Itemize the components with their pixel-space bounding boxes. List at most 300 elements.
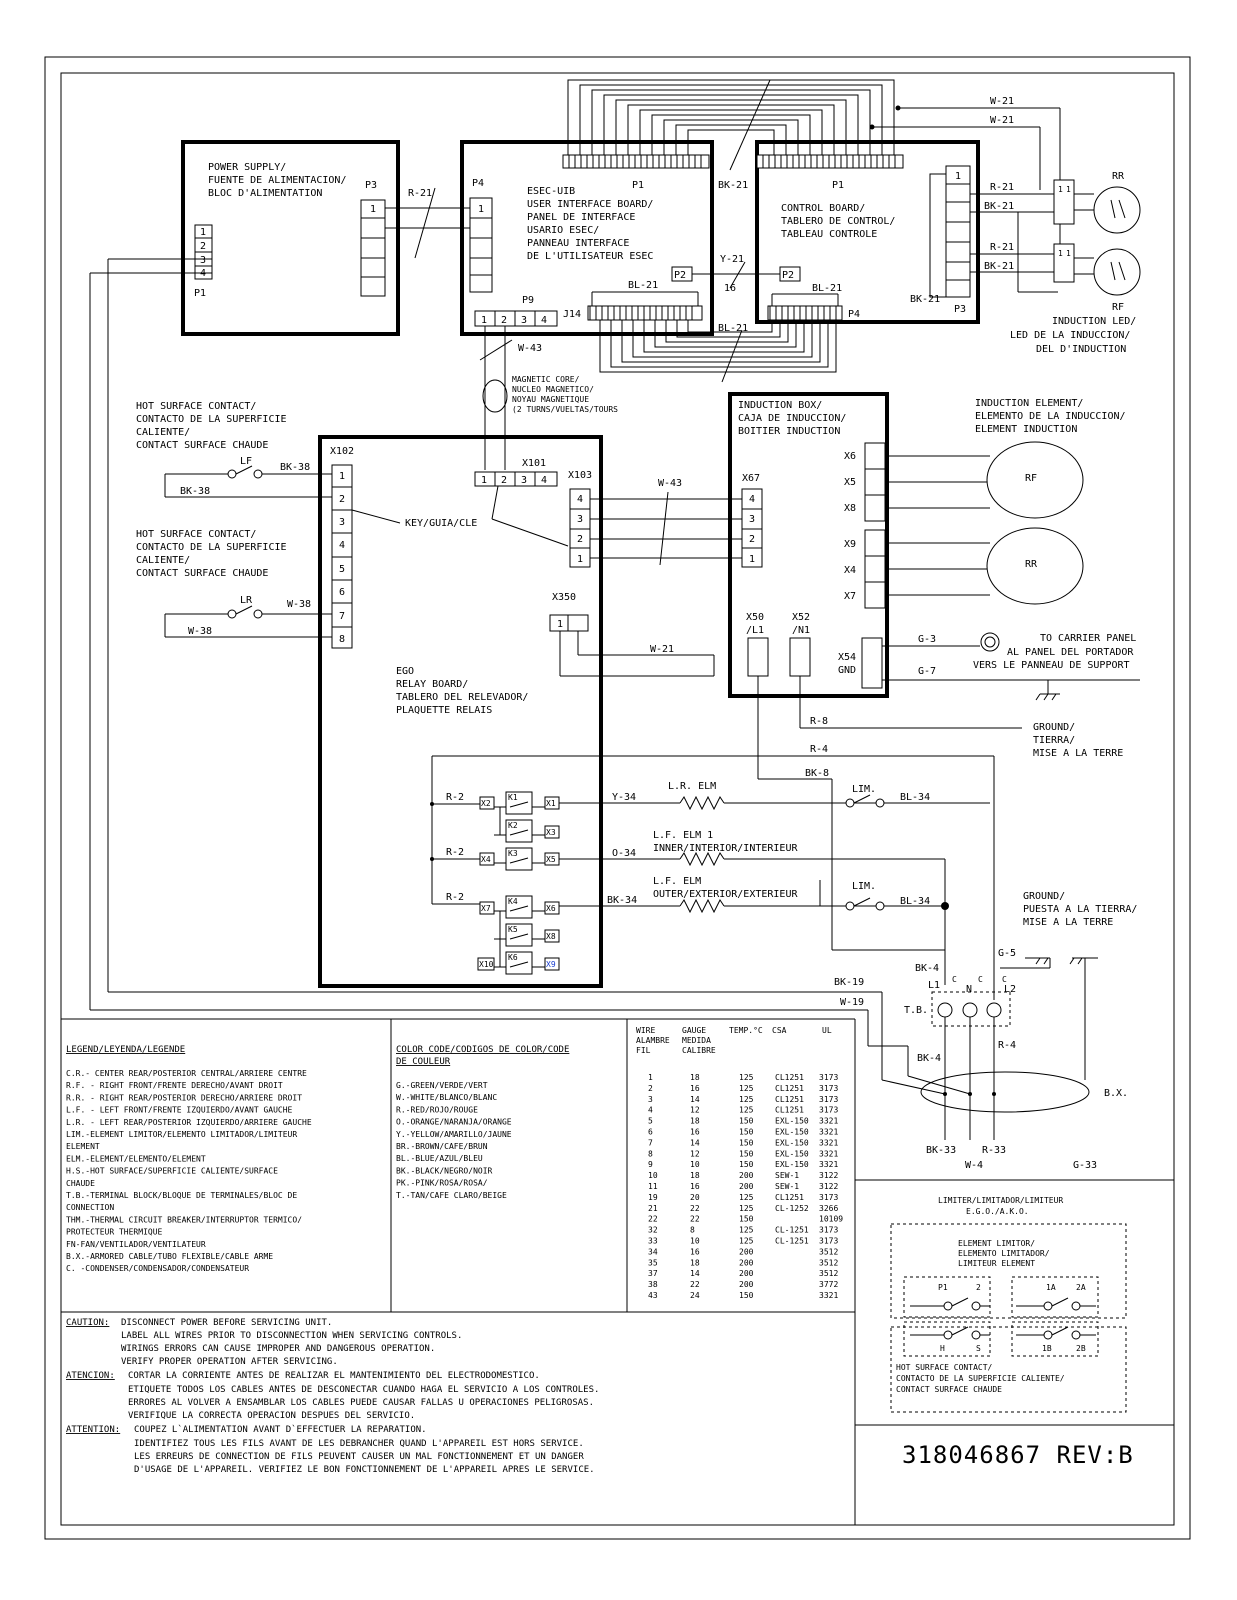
wire-table-cell: 22 bbox=[690, 1280, 700, 1290]
wire-table-cell: 3321 bbox=[819, 1127, 839, 1137]
legend-item: H.S.-HOT SURFACE/SUPERFICIE CALIENTE/SURFACE bbox=[66, 1166, 278, 1176]
wire-table-cell: 3266 bbox=[819, 1203, 839, 1213]
hsc-label: CALIENTE/ bbox=[136, 555, 191, 566]
wire-table-cell: 4 bbox=[648, 1105, 653, 1115]
svg-text:1: 1 bbox=[1066, 249, 1071, 258]
wire-table-cell: 3512 bbox=[819, 1258, 839, 1268]
ground-label: TIERRA/ bbox=[1033, 735, 1076, 746]
part-number: 318046867 REV:B bbox=[902, 1441, 1134, 1469]
svg-text:X4: X4 bbox=[481, 855, 491, 864]
pin-label: 2 bbox=[501, 315, 508, 326]
wire-table-cell: CL-1251 bbox=[775, 1236, 809, 1246]
ib-line: CAJA DE INDUCCION/ bbox=[738, 413, 847, 424]
wire-table-cell: SEW-1 bbox=[775, 1171, 800, 1181]
wire-table-cell: 1 bbox=[648, 1073, 653, 1082]
limiter-element: ELEMENT LIMITOR/ bbox=[958, 1239, 1036, 1248]
relay-label: K3 bbox=[508, 849, 518, 858]
wire-table-cell: 125 bbox=[739, 1083, 754, 1093]
connector-label: P1 bbox=[194, 288, 207, 299]
wire-table-header: TEMP.°C bbox=[729, 1026, 763, 1035]
legend-item: R.R. - RIGHT REAR/POSTERIOR DERECHO/ARRIERE DROIT bbox=[66, 1093, 303, 1103]
legend-list bbox=[66, 1069, 312, 1273]
core-label: (2 TURNS/VUELTAS/TOURS bbox=[512, 405, 618, 414]
wire-table-cell: 37 bbox=[648, 1269, 658, 1279]
relay-board-line: TABLERO DEL RELEVADOR/ bbox=[396, 692, 529, 703]
hsc-label: HOT SURFACE CONTACT/ bbox=[136, 401, 257, 412]
limiter-label: LIM. bbox=[852, 784, 877, 795]
wire-table-cell: 16 bbox=[690, 1083, 700, 1093]
led-label: RF bbox=[1112, 302, 1125, 313]
wire-label: G-7 bbox=[918, 666, 937, 677]
wire-table-cell: 35 bbox=[648, 1258, 658, 1268]
wire-label: R-21 bbox=[990, 242, 1015, 253]
wire-table-cell: 200 bbox=[739, 1171, 754, 1181]
relay-section bbox=[432, 792, 559, 974]
ground-label: MISE A LA TERRE bbox=[1033, 748, 1124, 759]
wire-label: BK-19 bbox=[834, 977, 865, 988]
wire-table-cell: 3512 bbox=[819, 1269, 839, 1279]
led-caption: INDUCTION LED/ bbox=[1052, 316, 1137, 327]
wire-table-cell: 3173 bbox=[819, 1073, 839, 1082]
wire-table-cell: 10 bbox=[690, 1160, 700, 1170]
wire-table-header: CSA bbox=[772, 1026, 787, 1035]
limiter-hot: CONTACTO DE LA SUPERFICIE CALIENTE/ bbox=[896, 1374, 1065, 1383]
wire-label: W-43 bbox=[518, 343, 543, 354]
ie-label: INDUCTION ELEMENT/ bbox=[975, 398, 1084, 409]
legend-item: C.R.- CENTER REAR/POSTERIOR CENTRAL/ARRIERE CENTRE bbox=[66, 1069, 307, 1078]
connector-label: P3 bbox=[365, 180, 378, 191]
wire-table-cell: EXL-150 bbox=[775, 1149, 809, 1159]
wire-table-cell: 9 bbox=[648, 1160, 653, 1170]
relay-label: K4 bbox=[508, 897, 518, 906]
wire-table-cell: 200 bbox=[739, 1247, 754, 1257]
pin-label: 2 bbox=[577, 534, 584, 545]
pin-label: 4 bbox=[339, 540, 346, 551]
wire-table-cell: 3321 bbox=[819, 1116, 839, 1126]
legend-title: LEGEND/LEYENDA/LEGENDE bbox=[66, 1045, 186, 1055]
power-supply-line: POWER SUPPLY/ bbox=[208, 162, 287, 173]
caution-line: WIRINGS ERRORS CAN CAUSE IMPROPER AND DANGEROUS OPERATION. bbox=[121, 1344, 436, 1354]
wire-table-cell: 7 bbox=[648, 1138, 653, 1148]
relay-board-line: RELAY BOARD/ bbox=[396, 679, 469, 690]
connector-label: P9 bbox=[522, 295, 535, 306]
hsc-label: CONTACT SURFACE CHAUDE bbox=[136, 440, 269, 451]
legend-item: LIM.-ELEMENT LIMITOR/ELEMENTO LIMITADOR/LIMITEUR bbox=[66, 1130, 298, 1139]
caution-line: VERIFIQUE LA CORRECTA OPERACION DESPUES DEL SERVICIO. bbox=[128, 1411, 416, 1421]
core-label: MAGNETIC CORE/ bbox=[512, 375, 580, 384]
core-label: NUCLEO MAGNETICO/ bbox=[512, 385, 594, 394]
svg-text:X9: X9 bbox=[546, 960, 556, 969]
uib-line: USER INTERFACE BOARD/ bbox=[527, 199, 654, 210]
color-code-item: R.-RED/ROJO/ROUGE bbox=[396, 1105, 478, 1115]
wire-label: W-19 bbox=[840, 997, 865, 1008]
wire-label: R-33 bbox=[982, 1145, 1007, 1156]
wire-table bbox=[636, 1026, 843, 1300]
wire-table-cell: 24 bbox=[690, 1291, 700, 1300]
wire-table-cell: 3122 bbox=[819, 1182, 839, 1191]
pin-label: 8 bbox=[339, 634, 346, 645]
wire-table-cell: 125 bbox=[739, 1236, 754, 1246]
element-label: RF bbox=[1025, 473, 1038, 484]
wire-table-header: CALIBRE bbox=[682, 1046, 716, 1055]
svg-text:X6: X6 bbox=[546, 904, 556, 913]
core-label: NOYAU MAGNETIQUE bbox=[512, 395, 590, 404]
wire-table-cell: 125 bbox=[739, 1105, 754, 1115]
power-supply-line: BLOC D'ALIMENTATION bbox=[208, 188, 323, 199]
wire-table-header: FIL bbox=[636, 1046, 651, 1055]
wire-label: W-38 bbox=[287, 599, 312, 610]
svg-text:S: S bbox=[976, 1344, 981, 1353]
legend-item: R.F. - RIGHT FRONT/FRENTE DERECHO/AVANT DROIT bbox=[66, 1081, 283, 1091]
wire-label: R-2 bbox=[446, 847, 465, 858]
legend-item: CHAUDE bbox=[66, 1178, 95, 1188]
wire-label: R-4 bbox=[810, 744, 829, 755]
legend-item: L.R. - LEFT REAR/POSTERIOR IZQUIERDO/ARRIERE GAUCHE bbox=[66, 1117, 312, 1127]
power-supply bbox=[183, 142, 398, 334]
connector-label: P1 bbox=[832, 180, 845, 191]
wire-label: BK-4 bbox=[915, 963, 940, 974]
caution-line: D'USAGE DE L'APPAREIL. VERIFIEZ LE BON FONCTIONNEMENT DE L'APPAREIL APRES LE SERVICE. bbox=[134, 1465, 595, 1475]
caution-line: VERIFY PROPER OPERATION AFTER SERVICING. bbox=[121, 1357, 338, 1367]
led-caption: DEL D'INDUCTION bbox=[1036, 344, 1127, 355]
relay-board-line: PLAQUETTE RELAIS bbox=[396, 705, 493, 716]
wire-label: BK-8 bbox=[805, 768, 830, 779]
pin-label: 4 bbox=[577, 494, 584, 505]
pin-label: 3 bbox=[339, 517, 346, 528]
pin-label: 1 bbox=[749, 554, 756, 565]
control-board bbox=[757, 142, 978, 322]
tb-label: N bbox=[966, 984, 973, 995]
svg-text:2B: 2B bbox=[1076, 1344, 1086, 1353]
wire-table-cell: 3321 bbox=[819, 1291, 839, 1300]
wire-table-cell: EXL-150 bbox=[775, 1127, 809, 1137]
wire-table-cell: 18 bbox=[690, 1258, 700, 1268]
wire-table-cell: 10109 bbox=[819, 1214, 844, 1224]
wire-table-cell: 5 bbox=[648, 1116, 653, 1126]
caution-line: ETIQUETE TODOS LOS CABLES ANTES DE DESCONECTAR CUANDO HAGA EL SERVICIO A LOS CONTROLES. bbox=[128, 1385, 600, 1395]
caution-line: DISCONNECT POWER BEFORE SERVICING UNIT. bbox=[121, 1318, 333, 1328]
color-code-item: BR.-BROWN/CAFE/BRUN bbox=[396, 1142, 488, 1151]
ground-label: GROUND/ bbox=[1023, 891, 1066, 902]
led-caption: LED DE LA INDUCCION/ bbox=[1010, 330, 1131, 341]
wire-table-cell: 12 bbox=[690, 1105, 700, 1115]
limiter-hot: HOT SURFACE CONTACT/ bbox=[896, 1363, 993, 1372]
cb-line: TABLEAU CONTROLE bbox=[781, 229, 878, 240]
connector-label: X4 bbox=[844, 565, 857, 576]
legend-item: PROTECTEUR THERMIQUE bbox=[66, 1227, 163, 1237]
wire-table-cell: 2 bbox=[648, 1083, 653, 1093]
connector-label: X52 bbox=[792, 612, 811, 623]
led-label: RR bbox=[1112, 171, 1125, 182]
wire-table-cell: 14 bbox=[690, 1094, 700, 1104]
wire-table-cell: 3173 bbox=[819, 1094, 839, 1104]
svg-text:P1: P1 bbox=[938, 1283, 948, 1292]
wire-table-cell: CL1251 bbox=[775, 1094, 804, 1104]
wire-table-header: ALAMBRE bbox=[636, 1036, 670, 1045]
wire-table-header: UL bbox=[822, 1026, 832, 1035]
wire-table-cell: 3173 bbox=[819, 1105, 839, 1115]
wire-label: BL-34 bbox=[900, 792, 931, 803]
ib-line: BOITIER INDUCTION bbox=[738, 426, 841, 437]
wire-label: BK-21 bbox=[984, 261, 1015, 272]
hsc-label: CALIENTE/ bbox=[136, 427, 191, 438]
connector-label: P3 bbox=[954, 304, 967, 315]
wire-table-cell: 22 bbox=[648, 1214, 658, 1224]
wire-table-cell: 20 bbox=[690, 1192, 700, 1202]
svg-text:C: C bbox=[952, 975, 957, 984]
wire-table-cell: 150 bbox=[739, 1116, 754, 1126]
color-code-item: Y.-YELLOW/AMARILLO/JAUNE bbox=[396, 1129, 512, 1139]
color-code-item: BK.-BLACK/NEGRO/NOIR bbox=[396, 1166, 493, 1176]
wire-table-cell: 3512 bbox=[819, 1247, 839, 1257]
rr-led bbox=[1094, 187, 1140, 233]
svg-text:1: 1 bbox=[1058, 249, 1063, 258]
wire-label: R-2 bbox=[446, 892, 465, 903]
wire-table-cell: 3173 bbox=[819, 1083, 839, 1093]
wire-table-cell: SEW-1 bbox=[775, 1182, 800, 1191]
wire-table-cell: 125 bbox=[739, 1203, 754, 1213]
connector-label: X50 bbox=[746, 612, 765, 623]
connector-label: P2 bbox=[674, 270, 687, 281]
connector-label: X9 bbox=[844, 539, 857, 550]
caution-line: LABEL ALL WIRES PRIOR TO DISCONNECTION WHEN SERVICING CONTROLS. bbox=[121, 1331, 463, 1341]
user-interface-board bbox=[462, 142, 712, 334]
svg-text:X10: X10 bbox=[479, 960, 494, 969]
wire-table-cell: 3122 bbox=[819, 1171, 839, 1181]
pin-label: 1 bbox=[955, 171, 962, 182]
uib-line: PANEL DE INTERFACE bbox=[527, 212, 636, 223]
wire-table-cell: 3772 bbox=[819, 1280, 839, 1290]
limiter-title: E.G.O./A.K.O. bbox=[966, 1207, 1029, 1216]
connector-label: J14 bbox=[563, 309, 582, 320]
pin-label: 2 bbox=[749, 534, 756, 545]
legend-item: THM.-THERMAL CIRCUIT BREAKER/INTERRUPTOR TERMICO/ bbox=[66, 1215, 303, 1225]
wire-table-cell: CL1251 bbox=[775, 1073, 804, 1082]
caution-line: ERRORES AL VOLVER A ENSAMBLAR LOS CABLES PUEDE CAUSAR FALLAS U OPERACIONES PELIGROSAS. bbox=[128, 1398, 594, 1408]
connector-label: X67 bbox=[742, 473, 761, 484]
wire-label: BK-21 bbox=[910, 294, 941, 305]
wire-label: BK-34 bbox=[607, 895, 638, 906]
relay-board-line: EGO bbox=[396, 666, 415, 677]
wire-table-cell: CL1251 bbox=[775, 1192, 804, 1202]
wire-table-cell: 18 bbox=[690, 1171, 700, 1181]
limiter-label: LIM. bbox=[852, 881, 877, 892]
legend-item: ELM.-ELEMENT/ELEMENTO/ELEMENT bbox=[66, 1154, 206, 1164]
color-code-item: O.-ORANGE/NARANJA/ORANGE bbox=[396, 1117, 512, 1127]
wire-table-cell: 8 bbox=[648, 1149, 653, 1159]
ground-label: GROUND/ bbox=[1033, 722, 1076, 733]
power-supply-line: FUENTE DE ALIMENTACION/ bbox=[208, 175, 347, 186]
relay-label: K1 bbox=[508, 793, 518, 802]
caution-line: LES ERREURS DE CONNECTION DE FILS PEUVENT CAUSER UN MAL FONCTIONNEMENT ET UN DANGER bbox=[134, 1452, 584, 1462]
ribbon-cable-p1 bbox=[563, 80, 903, 168]
caution-label: CAUTION: bbox=[66, 1318, 110, 1328]
pin-label: 7 bbox=[339, 611, 346, 622]
wire-table-cell: EXL-150 bbox=[775, 1138, 809, 1148]
svg-text:1: 1 bbox=[1058, 185, 1063, 194]
relay-label: K5 bbox=[508, 925, 518, 934]
switch-label: LR bbox=[240, 595, 253, 606]
color-code-list bbox=[396, 1081, 512, 1200]
wire-label: BL-21 bbox=[718, 323, 749, 334]
pin-label: 3 bbox=[749, 514, 756, 525]
wire-label: R-4 bbox=[998, 1040, 1017, 1051]
wire-table-cell: 33 bbox=[648, 1236, 658, 1246]
element-label: RR bbox=[1025, 559, 1038, 570]
pin-label: 2 bbox=[200, 241, 207, 252]
wire-label: G-33 bbox=[1073, 1160, 1098, 1171]
legend-item: B.X.-ARMORED CABLE/TUBO FLEXIBLE/CABLE ARME bbox=[66, 1252, 274, 1261]
wire-table-cell: 22 bbox=[690, 1203, 700, 1213]
ground-label: MISE A LA TERRE bbox=[1023, 917, 1114, 928]
caution-label: ATENCION: bbox=[66, 1371, 115, 1381]
wire-table-header: GAUGE bbox=[682, 1026, 707, 1035]
wire-table-cell: CL-1251 bbox=[775, 1225, 809, 1235]
induction-box bbox=[730, 394, 887, 696]
pin-label: 4 bbox=[749, 494, 756, 505]
svg-text:C: C bbox=[1002, 975, 1007, 984]
rf-led bbox=[1094, 249, 1140, 295]
wire-label: R-21 bbox=[408, 188, 433, 199]
legend-item: L.F. - LEFT FRONT/FRENTE IZQUIERDO/AVANT GAUCHE bbox=[66, 1105, 293, 1115]
connector-label: P2 bbox=[782, 270, 795, 281]
caution-line: COUPEZ L`ALIMENTATION AVANT D`EFFECTUER LA REPARATION. bbox=[134, 1425, 427, 1435]
wire-table-cell: 150 bbox=[739, 1127, 754, 1137]
wire-table-cell: 125 bbox=[739, 1192, 754, 1202]
legend-item: C. -CONDENSER/CONDENSADOR/CONDENSATEUR bbox=[66, 1264, 250, 1274]
pin-label: 4 bbox=[541, 475, 548, 486]
wire-table-cell: 43 bbox=[648, 1291, 658, 1300]
limiter-element: LIMITEUR ELEMENT bbox=[958, 1259, 1036, 1268]
wire-label: BL-21 bbox=[812, 283, 843, 294]
color-code-item: BL.-BLUE/AZUL/BLEU bbox=[396, 1154, 483, 1164]
key-label: KEY/GUIA/CLE bbox=[405, 518, 478, 529]
pin-label: 2 bbox=[501, 475, 508, 486]
element-label: OUTER/EXTERIOR/EXTERIEUR bbox=[653, 889, 798, 900]
connector-label: P4 bbox=[472, 178, 485, 189]
wire-table-header: MEDIDA bbox=[682, 1036, 711, 1045]
wire-table-cell: 200 bbox=[739, 1258, 754, 1268]
pin-label: 1 bbox=[370, 204, 377, 215]
wire-table-cell: 18 bbox=[690, 1116, 700, 1126]
ie-label: ELEMENT INDUCTION bbox=[975, 424, 1078, 435]
element-label: L.F. ELM bbox=[653, 876, 702, 887]
pin-label: 3 bbox=[577, 514, 584, 525]
caution-line: CORTAR LA CORRIENTE ANTES DE REALIZAR EL MANTENIMIENTO DEL ELECTRODOMESTICO. bbox=[128, 1371, 540, 1381]
wire-label: BK-38 bbox=[280, 462, 311, 473]
connector-label: /L1 bbox=[746, 625, 765, 636]
wire-table-cell: 200 bbox=[739, 1280, 754, 1290]
uib-line: PANNEAU INTERFACE bbox=[527, 238, 630, 249]
wire-label: W-43 bbox=[658, 478, 683, 489]
pin-label: 1 bbox=[557, 619, 564, 630]
svg-text:2A: 2A bbox=[1076, 1283, 1086, 1292]
connector-label: X6 bbox=[844, 451, 857, 462]
wire-label: BK-4 bbox=[917, 1053, 942, 1064]
limiter-element: ELEMENTO LIMITADOR/ bbox=[958, 1249, 1050, 1258]
svg-text:X2: X2 bbox=[481, 799, 491, 808]
uib-line: DE L'UTILISATEUR ESEC bbox=[527, 251, 654, 262]
pin-label: 4 bbox=[541, 315, 548, 326]
wire-table-cell: CL-1252 bbox=[775, 1203, 809, 1213]
ie-label: ELEMENTO DE LA INDUCCION/ bbox=[975, 411, 1126, 422]
wire-table-cell: 14 bbox=[690, 1269, 700, 1279]
wire-table-cell: 150 bbox=[739, 1138, 754, 1148]
wire-label: R-8 bbox=[810, 716, 829, 727]
wire-table-cell: 14 bbox=[690, 1138, 700, 1148]
wire-table-header: WIRE bbox=[636, 1026, 656, 1035]
wire-table-cell: EXL-150 bbox=[775, 1160, 809, 1170]
connector-label: X8 bbox=[844, 503, 857, 514]
pin-label: 3 bbox=[521, 475, 528, 486]
pin-label: 5 bbox=[339, 564, 346, 575]
pin-label: 2 bbox=[339, 494, 346, 505]
wire-table-cell: 22 bbox=[690, 1214, 700, 1224]
wire-label: 16 bbox=[724, 283, 737, 294]
cb-line: TABLERO DE CONTROL/ bbox=[781, 216, 896, 227]
wire-label: G-5 bbox=[998, 948, 1017, 959]
connector-label: X101 bbox=[522, 458, 547, 469]
pin-label: 1 bbox=[481, 315, 488, 326]
uib-line: ESEC-UIB bbox=[527, 186, 576, 197]
wire-label: R-2 bbox=[446, 792, 465, 803]
wire-table-cell: 6 bbox=[648, 1127, 653, 1137]
wire-label: W-21 bbox=[990, 115, 1015, 126]
wire-table-cell: 125 bbox=[739, 1094, 754, 1104]
wire-label: BL-21 bbox=[628, 280, 659, 291]
wire-table-cell: 3321 bbox=[819, 1160, 839, 1170]
relay-label: K6 bbox=[508, 953, 518, 962]
wire-table-cell: 16 bbox=[690, 1247, 700, 1257]
wire-label: Y-34 bbox=[612, 792, 637, 803]
color-code-item: PK.-PINK/ROSA/ROSA/ bbox=[396, 1178, 488, 1188]
wire-table-cell: 10 bbox=[690, 1236, 700, 1246]
wire-table-cell: 125 bbox=[739, 1225, 754, 1235]
connector-label: X7 bbox=[844, 591, 857, 602]
relay-label: K2 bbox=[508, 821, 518, 830]
hsc-label: CONTACT SURFACE CHAUDE bbox=[136, 568, 269, 579]
wire-label: Y-21 bbox=[720, 254, 745, 265]
pin-label: 1 bbox=[577, 554, 584, 565]
wire-label: BK-33 bbox=[926, 1145, 957, 1156]
tb-label: L1 bbox=[928, 980, 941, 991]
wire-table-cell: 3321 bbox=[819, 1138, 839, 1148]
wire-table-cell: 10 bbox=[648, 1171, 658, 1181]
pin-label: 1 bbox=[481, 475, 488, 486]
svg-text:X7: X7 bbox=[481, 904, 491, 913]
wire-table-cell: EXL-150 bbox=[775, 1116, 809, 1126]
wire-label: BK-21 bbox=[984, 201, 1015, 212]
color-code-item: T.-TAN/CAFE CLARO/BEIGE bbox=[396, 1190, 507, 1200]
tb-label: T.B. bbox=[904, 1005, 929, 1016]
svg-text:X5: X5 bbox=[546, 855, 556, 864]
wire-table-cell: 34 bbox=[648, 1247, 658, 1257]
wire-table-cell: 16 bbox=[690, 1127, 700, 1137]
wire-table-cell: 19 bbox=[648, 1192, 658, 1202]
legend-item: FN-FAN/VENTILADOR/VENTILATEUR bbox=[66, 1239, 206, 1249]
wire-table-cell: 150 bbox=[739, 1149, 754, 1159]
wire-table-cell: 38 bbox=[648, 1280, 658, 1290]
wire-table-cell: 125 bbox=[739, 1073, 754, 1082]
connector-label: X5 bbox=[844, 477, 857, 488]
color-code-item: W.-WHITE/BLANCO/BLANC bbox=[396, 1093, 498, 1103]
magnetic-core bbox=[483, 380, 507, 412]
hsc-label: HOT SURFACE CONTACT/ bbox=[136, 529, 257, 540]
svg-text:2: 2 bbox=[976, 1283, 981, 1292]
ib-line: INDUCTION BOX/ bbox=[738, 400, 823, 411]
element-label: L.F. ELM 1 bbox=[653, 830, 714, 841]
hsc-label: CONTACTO DE LA SUPERFICIE bbox=[136, 542, 287, 553]
